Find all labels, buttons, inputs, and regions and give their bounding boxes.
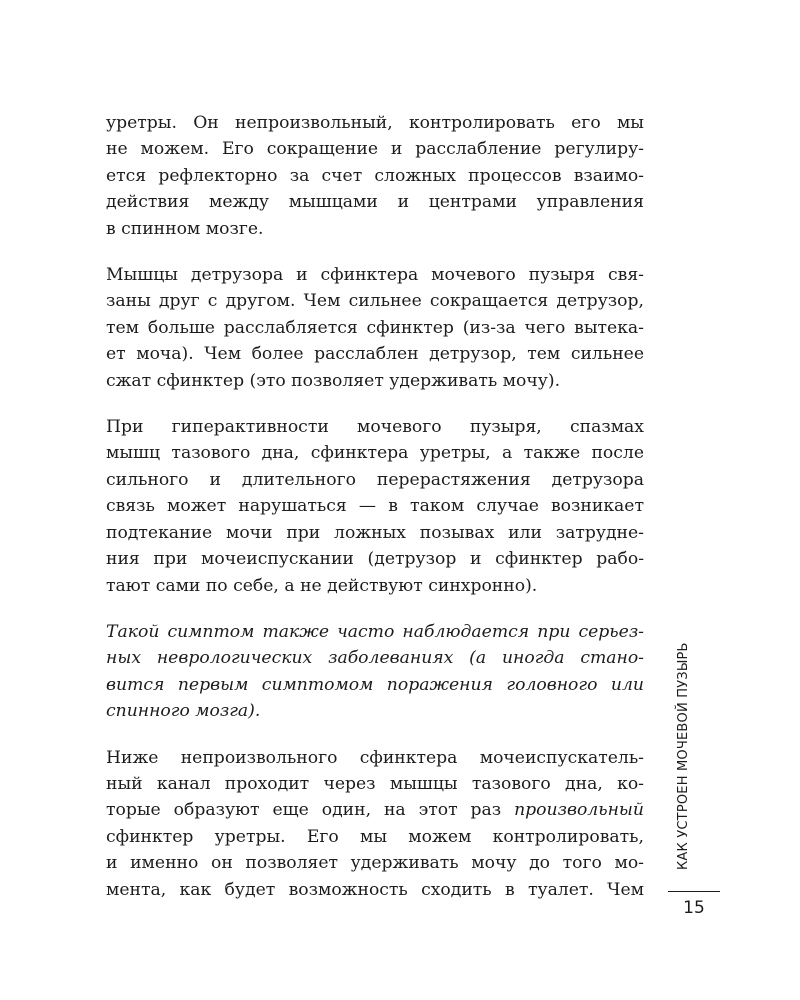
emphasis: произвольный	[514, 800, 644, 821]
folio-rule	[668, 891, 720, 892]
text-line: Мышцы детрузора и сфинктера мочевого пузыря свя-	[106, 265, 644, 286]
text-line: ет моча). Чем более расслаблен детрузор, тем сильнее	[106, 344, 644, 365]
text-line: сфинктер уретры. Его мы можем контролировать,	[106, 826, 644, 847]
text-line: связь может нарушаться — в таком случае возникает	[106, 496, 644, 517]
text-line: вится первым симптомом поражения головного или	[106, 674, 644, 695]
text-line: ных неврологических заболеваниях (а иногда стано-	[106, 648, 644, 669]
text-line: ния при мочеиспускании (детрузор и сфинктер рабо-	[106, 549, 644, 570]
text-line: Такой симптом также часто наблюдается при серьез-	[106, 621, 644, 642]
paragraph-2	[106, 262, 644, 394]
running-head: КАК УСТРОЕН МОЧЕВОЙ ПУЗЫРЬ	[676, 642, 691, 870]
paragraph-1	[106, 110, 644, 242]
text-line: мента, как будет возможность сходить в туалет. Чем	[106, 879, 644, 900]
text-line: Ниже непроизвольного сфинктера мочеиспускатель-	[106, 747, 644, 768]
text-line: сильного и длительного перерастяжения детрузора	[106, 469, 644, 490]
text-line: спинного мозга).	[106, 701, 261, 722]
paragraph-4-italic	[106, 619, 644, 725]
text-line: тают сами по себе, а не действуют синхронно).	[106, 575, 538, 596]
text-line: заны друг с другом. Чем сильнее сокращается детрузор,	[106, 291, 644, 312]
text-line: подтекание мочи при ложных позывах или затрудне-	[106, 522, 644, 543]
body-text	[106, 110, 644, 923]
text-line: ный канал проходит через мышцы тазового дна, ко-	[106, 773, 644, 794]
text-line: сжат сфинктер (это позволяет удерживать мочу).	[106, 370, 561, 391]
text-line: При гиперактивности мочевого пузыря, спазмах	[106, 417, 644, 438]
page-number: 15	[683, 898, 705, 918]
text-line: ется рефлекторно за счет сложных процессов взаимо-	[106, 165, 644, 186]
paragraph-3	[106, 414, 644, 599]
text-line: торые образуют еще один, на этот раз произвольный	[106, 800, 644, 821]
text-line: и именно он позволяет удерживать мочу до того мо-	[106, 853, 644, 874]
text-line: не можем. Его сокращение и расслабление регулиру-	[106, 139, 644, 160]
paragraph-5	[106, 745, 644, 903]
text-line: уретры. Он непроизвольный, контролировать его мы	[106, 113, 644, 133]
text-line: мышц тазового дна, сфинктера уретры, а также после	[106, 443, 644, 464]
text-line: в спинном мозге.	[106, 218, 264, 239]
text-line: тем больше расслабляется сфинктер (из-за чего вытека-	[106, 317, 644, 338]
text-line: действия между мышцами и центрами управления	[106, 192, 644, 213]
